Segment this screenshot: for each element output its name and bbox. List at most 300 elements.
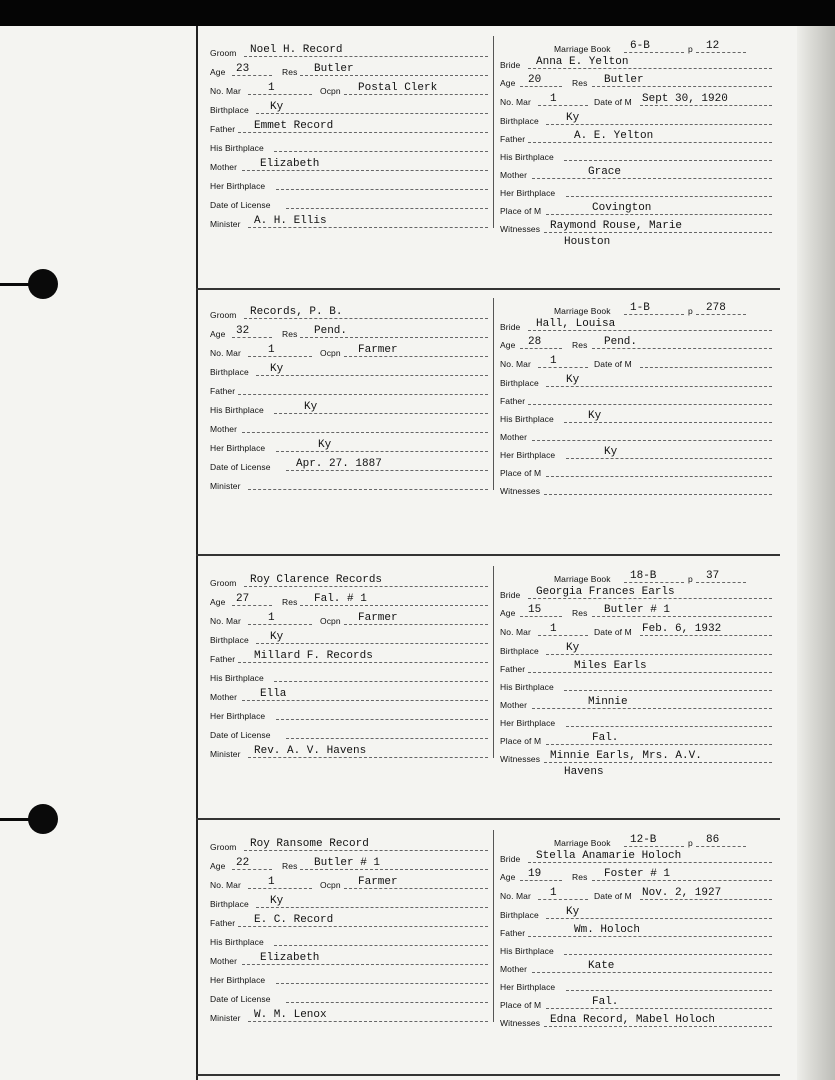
res-label: Res bbox=[282, 597, 298, 607]
age-res-row bbox=[210, 853, 488, 871]
her-birthplace-label: Her Birthplace bbox=[500, 450, 556, 460]
birthplace-row bbox=[210, 97, 488, 115]
bride-birthplace: Ky bbox=[566, 642, 580, 654]
license-row bbox=[210, 722, 488, 740]
scan-right-edge bbox=[797, 26, 835, 1080]
res-label: Res bbox=[572, 78, 588, 88]
fill-line bbox=[344, 94, 488, 95]
groom-minister: A. H. Ellis bbox=[254, 215, 327, 227]
scan-top-border bbox=[0, 0, 835, 26]
fill-line bbox=[532, 708, 772, 709]
fill-line bbox=[238, 394, 488, 395]
fill-line bbox=[592, 86, 772, 87]
bride-date-of-m: Feb. 6, 1932 bbox=[642, 623, 722, 635]
birthplace-label: Birthplace bbox=[210, 105, 249, 115]
her-birthplace-label: Her Birthplace bbox=[210, 711, 266, 721]
card-center-rule bbox=[493, 830, 494, 1022]
bride-no-mar: 1 bbox=[550, 93, 557, 105]
father-row bbox=[500, 920, 772, 938]
fill-line bbox=[532, 440, 772, 441]
fill-line bbox=[546, 744, 772, 745]
fill-line bbox=[566, 990, 772, 991]
date-of-license-label: Date of License bbox=[210, 994, 271, 1004]
bride-name: Stella Anamarie Holoch bbox=[536, 850, 682, 862]
fill-line bbox=[276, 189, 488, 190]
bride-res: Foster # 1 bbox=[604, 868, 671, 880]
age-label: Age bbox=[500, 872, 516, 882]
fill-line bbox=[232, 75, 272, 76]
groom-ocpn: Farmer bbox=[358, 344, 398, 356]
place-of-m-label: Place of M bbox=[500, 736, 542, 746]
bride-birthplace: Ky bbox=[566, 906, 580, 918]
bride-row bbox=[500, 52, 772, 70]
groom-minister: Rev. A. V. Havens bbox=[254, 745, 367, 757]
his-birthplace-row bbox=[210, 929, 488, 947]
father-row bbox=[210, 646, 488, 664]
fill-line bbox=[528, 672, 772, 673]
marriage-book-page: 86 bbox=[706, 834, 720, 846]
fill-line bbox=[538, 635, 588, 636]
groom-res: Butler bbox=[314, 63, 354, 75]
place-of-m-label: Place of M bbox=[500, 1000, 542, 1010]
page-label: p bbox=[688, 574, 693, 584]
minister-label: Minister bbox=[210, 1013, 241, 1023]
mother-row bbox=[500, 956, 772, 974]
fill-line bbox=[538, 105, 588, 106]
bride-age: 28 bbox=[528, 336, 542, 348]
age-label: Age bbox=[210, 597, 226, 607]
bride-label: Bride bbox=[500, 60, 521, 70]
her-birthplace-row bbox=[210, 967, 488, 985]
fill-line bbox=[244, 850, 488, 851]
age-res-row bbox=[210, 321, 488, 339]
his-birthplace-row bbox=[500, 938, 772, 956]
bride-label: Bride bbox=[500, 590, 521, 600]
father-label: Father bbox=[210, 386, 236, 396]
fill-line bbox=[520, 348, 562, 349]
mar-date-row bbox=[500, 89, 772, 107]
fill-line bbox=[300, 337, 488, 338]
marriage-book-page: 12 bbox=[706, 40, 720, 52]
card-center-rule bbox=[493, 566, 494, 758]
bride-res: Butler bbox=[604, 74, 644, 86]
fill-line bbox=[244, 586, 488, 587]
bride-label: Bride bbox=[500, 854, 521, 864]
groom-mother: Elizabeth bbox=[260, 952, 320, 964]
groom-father: Emmet Record bbox=[254, 120, 334, 132]
groom-name: Records, P. B. bbox=[250, 306, 343, 318]
fill-line bbox=[242, 700, 488, 701]
fill-line bbox=[564, 422, 772, 423]
bride-age: 15 bbox=[528, 604, 542, 616]
bride-witnesses: Raymond Rouse, Marie bbox=[550, 220, 683, 232]
date-of-license-label: Date of License bbox=[210, 462, 271, 472]
bride-res: Pend. bbox=[604, 336, 638, 348]
age-label: Age bbox=[210, 861, 226, 871]
groom-age: 32 bbox=[236, 325, 250, 337]
fill-line bbox=[344, 888, 488, 889]
his-birthplace-row bbox=[500, 144, 772, 162]
fill-line bbox=[276, 719, 488, 720]
fill-line bbox=[300, 869, 488, 870]
mar-date-row bbox=[500, 883, 772, 901]
bride-her-birthplace: Ky bbox=[604, 446, 618, 458]
fill-line bbox=[564, 690, 772, 691]
card-separator bbox=[196, 818, 780, 820]
minister-label: Minister bbox=[210, 219, 241, 229]
fill-line bbox=[274, 151, 488, 152]
date-of-license-label: Date of License bbox=[210, 730, 271, 740]
fill-line bbox=[546, 918, 772, 919]
her-birthplace-label: Her Birthplace bbox=[500, 188, 556, 198]
her-birthplace-label: Her Birthplace bbox=[500, 718, 556, 728]
witnesses-label: Witnesses bbox=[500, 754, 541, 764]
res-label: Res bbox=[282, 861, 298, 871]
father-row bbox=[500, 656, 772, 674]
groom-row bbox=[210, 40, 488, 58]
father-label: Father bbox=[210, 918, 236, 928]
page-label: p bbox=[688, 838, 693, 848]
fill-line bbox=[256, 113, 488, 114]
fill-line bbox=[566, 458, 772, 459]
mother-row bbox=[500, 692, 772, 710]
fill-line bbox=[538, 367, 588, 368]
witnesses-label: Witnesses bbox=[500, 1018, 541, 1028]
age-label: Age bbox=[210, 329, 226, 339]
fill-line bbox=[300, 605, 488, 606]
mar-ocpn-row bbox=[210, 872, 488, 890]
bride-date-of-m: Nov. 2, 1927 bbox=[642, 887, 722, 899]
fill-line bbox=[528, 68, 772, 69]
fill-line bbox=[232, 605, 272, 606]
marriage-book-label: Marriage Book bbox=[554, 838, 611, 848]
fill-line bbox=[528, 142, 772, 143]
fill-line bbox=[286, 208, 488, 209]
marriage-book-page: 278 bbox=[706, 302, 726, 314]
her-birthplace-row bbox=[500, 710, 772, 728]
ocpn-label: Ocpn bbox=[320, 348, 341, 358]
groom-birthplace: Ky bbox=[270, 631, 284, 643]
bride-name: Hall, Louisa bbox=[536, 318, 616, 330]
fill-line bbox=[640, 105, 772, 106]
mother-label: Mother bbox=[210, 956, 238, 966]
bride-witnesses: Edna Record, Mabel Holoch bbox=[550, 1014, 716, 1026]
father-label: Father bbox=[500, 396, 526, 406]
groom-birthplace: Ky bbox=[270, 895, 284, 907]
bride-witnesses-continued: Havens bbox=[564, 766, 604, 778]
marriage-book-number: 18-B bbox=[630, 570, 657, 582]
mother-label: Mother bbox=[500, 700, 528, 710]
fill-line bbox=[248, 757, 488, 758]
fill-line bbox=[244, 56, 488, 57]
res-label: Res bbox=[572, 872, 588, 882]
his-birthplace-label: His Birthplace bbox=[210, 143, 264, 153]
groom-row bbox=[210, 570, 488, 588]
bride-no-mar: 1 bbox=[550, 887, 557, 899]
fill-line bbox=[538, 899, 588, 900]
groom-res: Pend. bbox=[314, 325, 348, 337]
father-label: Father bbox=[500, 928, 526, 938]
marriage-record-card bbox=[198, 298, 780, 498]
marriage-book-number: 12-B bbox=[630, 834, 657, 846]
fill-line bbox=[566, 726, 772, 727]
fill-line bbox=[640, 367, 772, 368]
witnesses-cont-row bbox=[500, 1026, 772, 1044]
her-birthplace-row bbox=[500, 180, 772, 198]
birthplace-label: Birthplace bbox=[500, 646, 539, 656]
groom-age: 23 bbox=[236, 63, 250, 75]
fill-line bbox=[286, 470, 488, 471]
card-separator bbox=[196, 288, 780, 290]
card-center-rule bbox=[493, 298, 494, 490]
minister-row bbox=[210, 211, 488, 229]
bride-place-of-m: Fal. bbox=[592, 732, 619, 744]
birthplace-label: Birthplace bbox=[210, 899, 249, 909]
license-row bbox=[210, 454, 488, 472]
mar-date-row bbox=[500, 619, 772, 637]
fill-line bbox=[232, 337, 272, 338]
no-mar-label: No. Mar bbox=[500, 359, 531, 369]
witnesses-label: Witnesses bbox=[500, 486, 541, 496]
groom-her-birthplace: Ky bbox=[318, 439, 332, 451]
fill-line bbox=[564, 954, 772, 955]
her-birthplace-label: Her Birthplace bbox=[210, 181, 266, 191]
father-row bbox=[210, 910, 488, 928]
fill-line bbox=[640, 899, 772, 900]
date-of-m-label: Date of M bbox=[594, 359, 632, 369]
father-label: Father bbox=[210, 654, 236, 664]
groom-row bbox=[210, 834, 488, 852]
birthplace-row bbox=[500, 108, 772, 126]
age-label: Age bbox=[500, 608, 516, 618]
bride-no-mar: 1 bbox=[550, 355, 557, 367]
minister-label: Minister bbox=[210, 749, 241, 759]
father-row bbox=[210, 116, 488, 134]
marriage-book-page: 37 bbox=[706, 570, 720, 582]
license-row bbox=[210, 986, 488, 1004]
fill-line bbox=[528, 936, 772, 937]
birthplace-row bbox=[500, 638, 772, 656]
fill-line bbox=[592, 616, 772, 617]
fill-line bbox=[546, 214, 772, 215]
groom-father: Millard F. Records bbox=[254, 650, 373, 662]
mar-date-row bbox=[500, 351, 772, 369]
age-label: Age bbox=[500, 340, 516, 350]
bride-birthplace: Ky bbox=[566, 374, 580, 386]
groom-name: Roy Ransome Record bbox=[250, 838, 369, 850]
her-birthplace-label: Her Birthplace bbox=[210, 443, 266, 453]
her-birthplace-row bbox=[210, 173, 488, 191]
fill-line bbox=[274, 945, 488, 946]
his-birthplace-label: His Birthplace bbox=[500, 946, 554, 956]
age-res-row bbox=[500, 332, 772, 350]
fill-line bbox=[276, 983, 488, 984]
fill-line bbox=[546, 1008, 772, 1009]
mar-ocpn-row bbox=[210, 78, 488, 96]
bride-row bbox=[500, 314, 772, 332]
mother-row bbox=[210, 948, 488, 966]
card-center-rule bbox=[493, 36, 494, 228]
card-separator bbox=[196, 1074, 780, 1076]
his-birthplace-row bbox=[210, 397, 488, 415]
fill-line bbox=[248, 1021, 488, 1022]
res-label: Res bbox=[282, 67, 298, 77]
her-birthplace-row bbox=[500, 442, 772, 460]
minister-row bbox=[210, 741, 488, 759]
mother-label: Mother bbox=[500, 170, 528, 180]
birthplace-row bbox=[210, 359, 488, 377]
bride-place-of-m: Covington bbox=[592, 202, 652, 214]
place-of-m-row bbox=[500, 198, 772, 216]
age-res-row bbox=[500, 600, 772, 618]
groom-ocpn: Postal Clerk bbox=[358, 82, 438, 94]
marriage-book-label: Marriage Book bbox=[554, 306, 611, 316]
groom-label: Groom bbox=[210, 578, 237, 588]
fill-line bbox=[256, 907, 488, 908]
minister-row bbox=[210, 473, 488, 491]
groom-mother: Ella bbox=[260, 688, 287, 700]
fill-line bbox=[546, 476, 772, 477]
his-birthplace-row bbox=[210, 135, 488, 153]
bride-name: Georgia Frances Earls bbox=[536, 586, 675, 598]
page-label: p bbox=[688, 44, 693, 54]
bride-age: 19 bbox=[528, 868, 542, 880]
bride-witnesses-continued: Houston bbox=[564, 236, 611, 248]
father-row bbox=[500, 388, 772, 406]
groom-father: E. C. Record bbox=[254, 914, 334, 926]
groom-name: Noel H. Record bbox=[250, 44, 343, 56]
date-of-license-label: Date of License bbox=[210, 200, 271, 210]
birthplace-row bbox=[210, 627, 488, 645]
fill-line bbox=[520, 616, 562, 617]
his-birthplace-row bbox=[500, 674, 772, 692]
fill-line bbox=[520, 86, 562, 87]
fill-line bbox=[592, 348, 772, 349]
place-of-m-label: Place of M bbox=[500, 468, 542, 478]
father-label: Father bbox=[500, 664, 526, 674]
bride-res: Butler # 1 bbox=[604, 604, 671, 616]
marriage-book-label: Marriage Book bbox=[554, 44, 611, 54]
fill-line bbox=[248, 888, 312, 889]
bride-date-of-m: Sept 30, 1920 bbox=[642, 93, 728, 105]
fill-line bbox=[546, 386, 772, 387]
res-label: Res bbox=[572, 340, 588, 350]
fill-line bbox=[344, 356, 488, 357]
her-birthplace-label: Her Birthplace bbox=[210, 975, 266, 985]
fill-line bbox=[248, 624, 312, 625]
groom-label: Groom bbox=[210, 48, 237, 58]
fill-line bbox=[344, 624, 488, 625]
bride-no-mar: 1 bbox=[550, 623, 557, 635]
groom-label: Groom bbox=[210, 842, 237, 852]
groom-no-mar: 1 bbox=[268, 82, 275, 94]
groom-date-of-license: Apr. 27. 1887 bbox=[296, 458, 382, 470]
ocpn-label: Ocpn bbox=[320, 880, 341, 890]
place-of-m-label: Place of M bbox=[500, 206, 542, 216]
fill-line bbox=[242, 170, 488, 171]
father-row bbox=[210, 378, 488, 396]
age-res-row bbox=[500, 864, 772, 882]
place-of-m-row bbox=[500, 992, 772, 1010]
age-res-row bbox=[210, 59, 488, 77]
fill-line bbox=[256, 375, 488, 376]
mar-ocpn-row bbox=[210, 608, 488, 626]
fill-line bbox=[248, 356, 312, 357]
fill-line bbox=[248, 227, 488, 228]
birthplace-label: Birthplace bbox=[500, 116, 539, 126]
father-row bbox=[500, 126, 772, 144]
bride-mother: Kate bbox=[588, 960, 615, 972]
fill-line bbox=[286, 1002, 488, 1003]
marriage-record-card bbox=[198, 830, 780, 1030]
page-label: p bbox=[688, 306, 693, 316]
father-label: Father bbox=[210, 124, 236, 134]
groom-birthplace: Ky bbox=[270, 101, 284, 113]
mar-ocpn-row bbox=[210, 340, 488, 358]
fill-line bbox=[242, 432, 488, 433]
fill-line bbox=[256, 643, 488, 644]
groom-his-birthplace: Ky bbox=[304, 401, 318, 413]
age-label: Age bbox=[210, 67, 226, 77]
mother-row bbox=[210, 416, 488, 434]
bride-row bbox=[500, 846, 772, 864]
fill-line bbox=[248, 489, 488, 490]
witnesses-cont-row bbox=[500, 762, 772, 780]
mother-label: Mother bbox=[210, 162, 238, 172]
fill-line bbox=[640, 635, 772, 636]
birthplace-label: Birthplace bbox=[500, 378, 539, 388]
no-mar-label: No. Mar bbox=[210, 86, 241, 96]
no-mar-label: No. Mar bbox=[500, 891, 531, 901]
birthplace-label: Birthplace bbox=[210, 367, 249, 377]
marriage-record-card bbox=[198, 36, 780, 248]
fill-line bbox=[532, 972, 772, 973]
fill-line bbox=[546, 654, 772, 655]
his-birthplace-row bbox=[500, 406, 772, 424]
her-birthplace-row bbox=[210, 703, 488, 721]
groom-ocpn: Farmer bbox=[358, 876, 398, 888]
mother-label: Mother bbox=[500, 964, 528, 974]
groom-row bbox=[210, 302, 488, 320]
age-res-row bbox=[500, 70, 772, 88]
bride-row bbox=[500, 582, 772, 600]
her-birthplace-label: Her Birthplace bbox=[500, 982, 556, 992]
bride-mother: Minnie bbox=[588, 696, 628, 708]
ocpn-label: Ocpn bbox=[320, 616, 341, 626]
fill-line bbox=[520, 880, 562, 881]
groom-minister: W. M. Lenox bbox=[254, 1009, 327, 1021]
fill-line bbox=[528, 598, 772, 599]
groom-no-mar: 1 bbox=[268, 344, 275, 356]
place-of-m-row bbox=[500, 460, 772, 478]
bride-birthplace: Ky bbox=[566, 112, 580, 124]
bride-mother: Grace bbox=[588, 166, 622, 178]
fill-line bbox=[286, 738, 488, 739]
his-birthplace-label: His Birthplace bbox=[210, 405, 264, 415]
groom-age: 27 bbox=[236, 593, 250, 605]
age-res-row bbox=[210, 589, 488, 607]
witnesses-label: Witnesses bbox=[500, 224, 541, 234]
bride-father: A. E. Yelton bbox=[574, 130, 654, 142]
fill-line bbox=[238, 926, 488, 927]
witnesses-cont-row bbox=[500, 232, 772, 250]
his-birthplace-label: His Birthplace bbox=[500, 682, 554, 692]
groom-label: Groom bbox=[210, 310, 237, 320]
res-label: Res bbox=[572, 608, 588, 618]
mother-row bbox=[500, 424, 772, 442]
fill-line bbox=[564, 160, 772, 161]
card-separator bbox=[196, 554, 780, 556]
